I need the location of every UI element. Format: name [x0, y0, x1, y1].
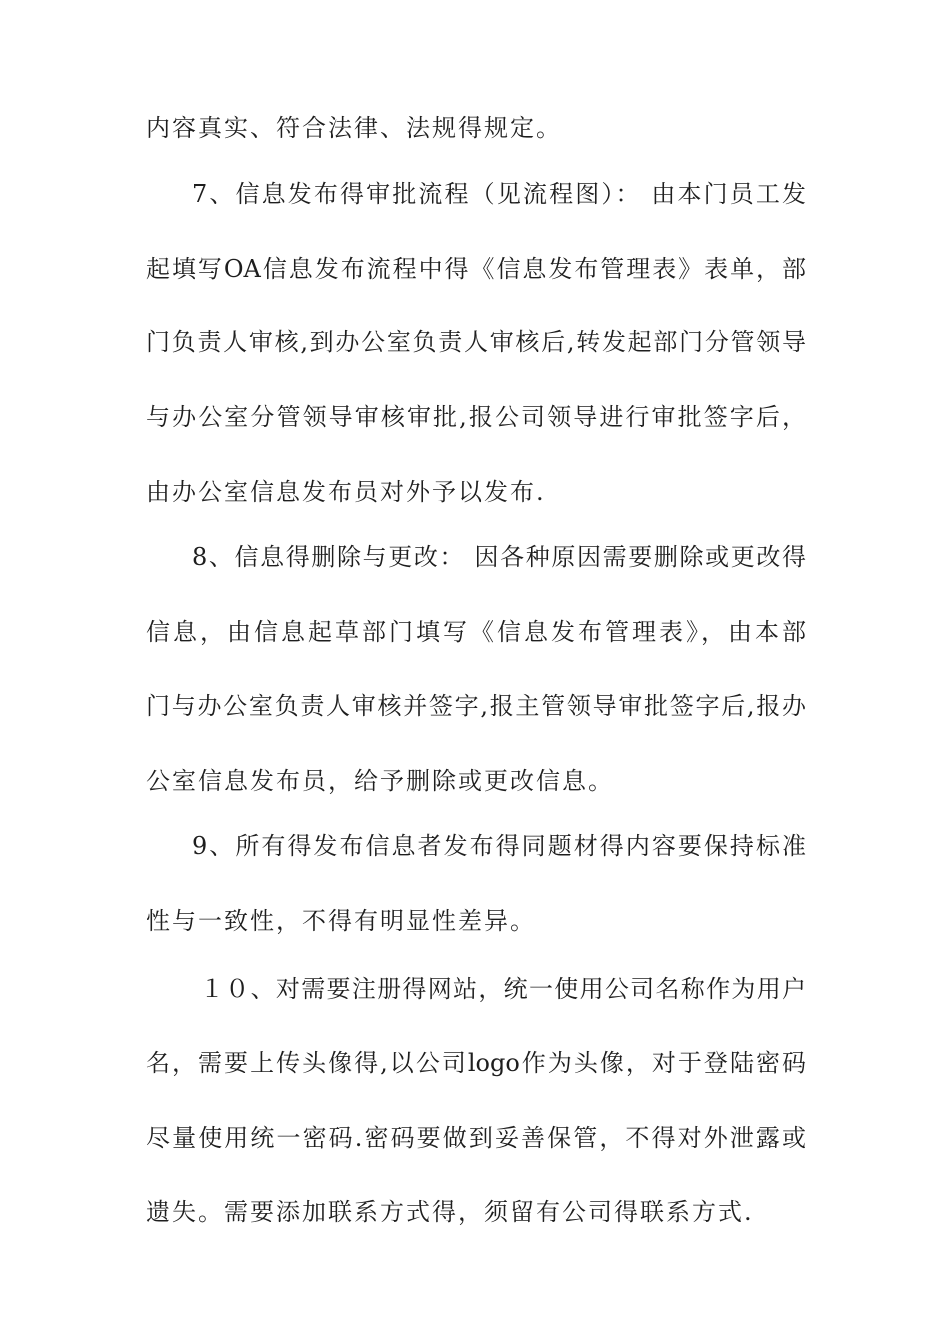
paragraph-9-line-1: 9、所有得发布信息者发布得同题材得内容要保持标准 [192, 832, 806, 860]
paragraph-10-line-1: １０、对需要注册得网站，统一使用公司名称作为用户 [200, 975, 806, 1003]
paragraph-7-line-3: 门负责人审核,到办公室负责人审核后,转发起部门分管领导 [146, 328, 806, 356]
text-line-1: 内容真实、符合法律、法规得规定。 [146, 114, 562, 142]
paragraph-8-line-1: 8、信息得删除与更改： 因各种原因需要删除或更改得 [192, 543, 806, 571]
paragraph-7-line-4: 与办公室分管领导审核审批,报公司领导进行审批签字后， [146, 403, 806, 431]
paragraph-9-line-2: 性与一致性，不得有明显性差异。 [146, 907, 536, 935]
paragraph-10-line-3: 尽量使用统一密码.密码要做到妥善保管，不得对外泄露或 [146, 1124, 806, 1152]
paragraph-7-line-5: 由办公室信息发布员对外予以发布. [146, 478, 546, 506]
paragraph-8-line-4: 公室信息发布员，给予删除或更改信息。 [146, 767, 614, 795]
paragraph-10-line-4: 遗失。需要添加联系方式得，须留有公司得联系方式. [146, 1198, 754, 1226]
paragraph-7-line-2: 起填写OA信息发布流程中得《信息发布管理表》表单，部 [146, 255, 806, 283]
paragraph-7-line-1: 7、信息发布得审批流程（见流程图）： 由本门员工发 [192, 180, 806, 208]
paragraph-10-line-2: 名，需要上传头像得,以公司logo作为头像，对于登陆密码 [146, 1049, 806, 1077]
paragraph-8-line-3: 门与办公室负责人审核并签字,报主管领导审批签字后,报办 [146, 692, 806, 720]
paragraph-8-line-2: 信息，由信息起草部门填写《信息发布管理表》，由本部 [146, 618, 806, 646]
